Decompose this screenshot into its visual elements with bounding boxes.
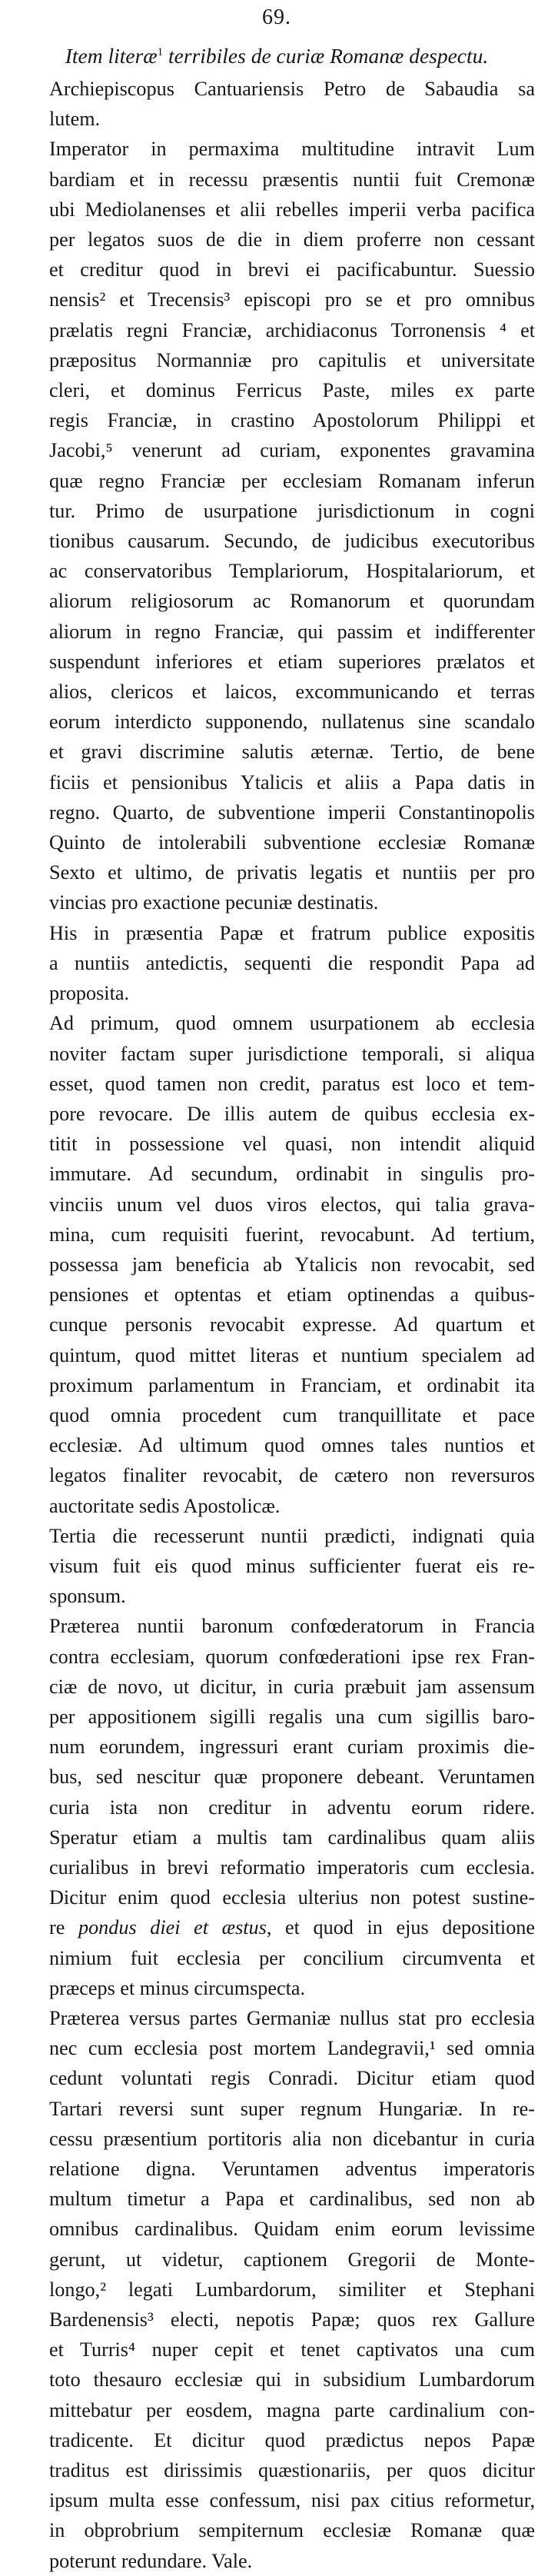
text-line: quintum, quod mittet literas et nuntium specialem ad — [49, 1343, 535, 1366]
text-line: tionibus causarum. Secundo, de judicibus executoribus — [49, 530, 535, 553]
text-line: Tertia die recesserunt nuntii prædicti, indignati quia — [49, 1524, 535, 1547]
text-line: auctoritate sedis Apostolicæ. — [49, 1494, 281, 1517]
paragraph — [18, 134, 535, 917]
text-line: nensis² et Trecensis³ episcopi pro se et pro omnibus — [49, 288, 535, 311]
text-line: aliorum religiosorum ac Romanorum et quorundam — [49, 590, 535, 613]
text-line: bus, sed nescitur quæ proponere debeant. Veruntamen — [49, 1766, 535, 1789]
text-line: præceps et minus circumspecta. — [49, 1976, 306, 1999]
text-line: Quinto de intolerabili subventione ecclesiæ Romanæ — [49, 831, 535, 854]
text-line: et creditur quod in brevi ei pacificabuntur. Suessio — [49, 258, 535, 281]
text-line: contra ecclesiam, quorum confœderationi ipse rex Fran- — [49, 1645, 535, 1668]
text-line: tradicente. Et dicitur quod prædictus nepos Papæ — [49, 2428, 535, 2451]
text-line: lutem. — [49, 108, 101, 131]
text-line: Ad primum, quod omnem usurpationem ab ecclesia — [49, 1012, 535, 1035]
text-line: ciæ de novo, ut dicitur, in curia præbuit jam assensum — [49, 1675, 535, 1698]
text-line: esset, quod tamen non credit, paratus est loco et tem- — [49, 1072, 535, 1095]
letter-heading — [18, 43, 535, 69]
paragraph — [18, 74, 535, 134]
text-line: in obprobrium sempiternum ecclesiæ Romanæ quæ — [49, 2519, 535, 2542]
paragraph — [18, 1521, 535, 1612]
text-line: possessa jam beneficia ab Ytalicis non revocabit, sed — [49, 1253, 535, 1276]
text-line: quæ regno Franciæ per ecclesiam Romanam inferun — [49, 469, 535, 492]
text-line: et gravi discrimine salutis æternæ. Tertio, de bene — [49, 741, 535, 764]
text-line: eorum interdicto supponendo, nullatenus sine scandalo — [49, 711, 535, 734]
text-line: curia ista non creditur in adventu eorum ridere. — [49, 1796, 535, 1819]
text-line: vinciis unum vel duos viros electos, qui talia grava- — [49, 1193, 535, 1216]
text-line: relatione digna. Veruntamen adventus imperatoris — [49, 2158, 535, 2181]
text-line: curialibus in brevi reformatio imperatoris cum ecclesia. — [49, 1855, 535, 1879]
heading-subtitle: terribiles de curiæ Romanæ despectu. — [168, 44, 489, 68]
text-line: re pondus diei et æstus, et quod in ejus depositione — [49, 1916, 535, 1939]
text-line: nec cum ecclesia post mortem Landegravii,¹ sed omnia — [49, 2037, 535, 2060]
text-line: Archiepiscopus Cantuariensis Petro de Sabaudia sa — [49, 78, 535, 100]
text-line: pore revocare. De illis autem de quibus ecclesia ex- — [49, 1102, 535, 1125]
text-line: Jacobi,⁵ venerunt ad curiam, exponentes gravamina — [49, 439, 535, 462]
paragraph — [18, 1008, 535, 1520]
text-line: nimium fuit ecclesia per concilium circumventa et — [49, 1946, 535, 1969]
footnote-marker: 1 — [157, 45, 164, 58]
text-line: cedunt voluntati regis Conradi. Dicitur etiam quod — [49, 2067, 535, 2090]
text-line: noviter factam super jurisdictione temporali, si aliqua — [49, 1042, 535, 1065]
text-line: His in præsentia Papæ et fratrum publice expositis — [49, 921, 535, 944]
text-line: aliorum in regno Franciæ, qui passim et indifferenter — [49, 620, 535, 643]
text-line: ac conservatoribus Templariorum, Hospitalariorum, et — [49, 560, 535, 583]
text-line: tur. Primo de usurpatione jurisdictionum in cogni — [49, 499, 535, 522]
text-line: alios, clericos et laicos, excommunicando et terras — [49, 681, 535, 704]
text-line: legatos finaliter revocabit, de cætero non reversuros — [49, 1464, 535, 1487]
text-line: ubi Mediolanenses et alii rebelles imperii verba pacifica — [49, 198, 535, 221]
text-line: immutare. Ad secundum, ordinabit in singulis pro- — [49, 1163, 535, 1186]
text-line: cessu præsentium portitoris alia non dicebantur in curia — [49, 2127, 535, 2150]
text-line: Tartari reversi sunt super regnum Hungariæ. In re- — [49, 2097, 535, 2120]
text-line: traditus est dirissimis quæstionariis, per quos dicitur — [49, 2459, 535, 2482]
text-line: omnibus cardinalibus. Quidam enim eorum levissime — [49, 2218, 535, 2241]
text-line: cunque personis revocabit expresse. Ad quartum et — [49, 1313, 535, 1336]
text-line: prælatis regni Franciæ, archidiaconus Torronensis ⁴ et — [49, 318, 535, 341]
text-line: Bardenensis³ electi, nepotis Papæ; quos rex Gallure — [49, 2308, 535, 2331]
text-line: proposita. — [49, 982, 130, 1005]
text-line: Sexto et ultimo, de privatis legatis et nuntiis per pro — [49, 861, 535, 884]
text-line: multum timetur a Papa et cardinalibus, sed non ab — [49, 2188, 535, 2211]
text-line: per appositionem sigilli regalis una cum sigillis baro- — [49, 1705, 535, 1728]
text-line: ipsum multa esse confessum, nisi pax citius reformetur, — [49, 2489, 535, 2512]
text-line: mittebatur per eosdem, magna parte cardinalium con- — [49, 2398, 535, 2421]
text-line: gerunt, ut videtur, captionem Gregorii de Monte- — [49, 2248, 535, 2271]
heading-title: Item literæ — [65, 44, 158, 68]
text-line: Speratur etiam a multis tam cardinalibus quam aliis — [49, 1825, 535, 1849]
text-line: suspendunt inferiores et etiam superiores prælatos et — [49, 650, 535, 673]
text-line: per legatos suos de die in diem proferre non cessant — [49, 228, 535, 251]
text-line: vincias pro exactione pecuniæ destinatis. — [49, 891, 379, 914]
page-number: 69. — [262, 5, 291, 29]
text-line: toto thesauro ecclesiæ qui in subsidium Lumbardorum — [49, 2368, 535, 2391]
paragraph — [18, 918, 535, 1009]
text-line: præpositus Normanniæ pro capitulis et universitate — [49, 348, 535, 371]
text-line: pensiones et optentas et etiam optinendas a quibus- — [49, 1283, 535, 1306]
text-line: cleri, et dominus Ferricus Paste, miles ex parte — [49, 379, 535, 402]
text-line: visum fuit eis quod minus sufficienter fuerat eis re- — [49, 1554, 535, 1577]
text-line: quod omnia procedent cum tranquillitate et pace — [49, 1403, 535, 1426]
text-line: ficiis et pensionibus Ytalicis et aliis a Papa datis in — [49, 770, 535, 794]
text-line: longo,² legati Lumbardorum, similiter et Stephani — [49, 2278, 535, 2301]
text-line: ecclesiæ. Ad ultimum quod omnes tales nuntios et — [49, 1434, 535, 1457]
text-line: et Turris⁴ nuper cepit et tenet captivatos una cum — [49, 2338, 535, 2361]
text-line: titit in possessione vel quasi, non intendit aliquid — [49, 1133, 535, 1156]
text-line: Imperator in permaxima multitudine intravit Lum — [49, 138, 535, 161]
text-line: regis Franciæ, in crastino Apostolorum Philippi et — [49, 409, 535, 432]
text-line: Præterea nuntii baronum confœderatorum in Francia — [49, 1615, 535, 1638]
text-line: Dicitur enim quod ecclesia ulterius non potest sustine- — [49, 1886, 535, 1909]
text-line: a nuntiis antedictis, sequenti die respondit Papa ad — [49, 951, 535, 974]
letter-body — [18, 74, 535, 2576]
text-line: num eorundem, ingressuri erant curiam proximis die- — [49, 1736, 535, 1759]
text-line: Præterea versus partes Germaniæ nullus stat pro ecclesia — [49, 2007, 535, 2029]
paragraph — [18, 2003, 535, 2576]
text-line: bardiam et in recessu præsentis nuntii fuit Cremonæ — [49, 168, 535, 191]
text-line: sponsum. — [49, 1585, 126, 1608]
paragraph — [18, 1611, 535, 2003]
text-line: mina, cum requisiti fuerint, revocabunt. Ad tertium, — [49, 1223, 535, 1246]
text-line: regno. Quarto, de subventione imperii Constantinopolis — [49, 800, 535, 824]
text-line: proximum parlamentum in Franciam, et ordinabit ita — [49, 1373, 535, 1396]
text-line: poterunt redundare. Vale. — [49, 2549, 253, 2572]
